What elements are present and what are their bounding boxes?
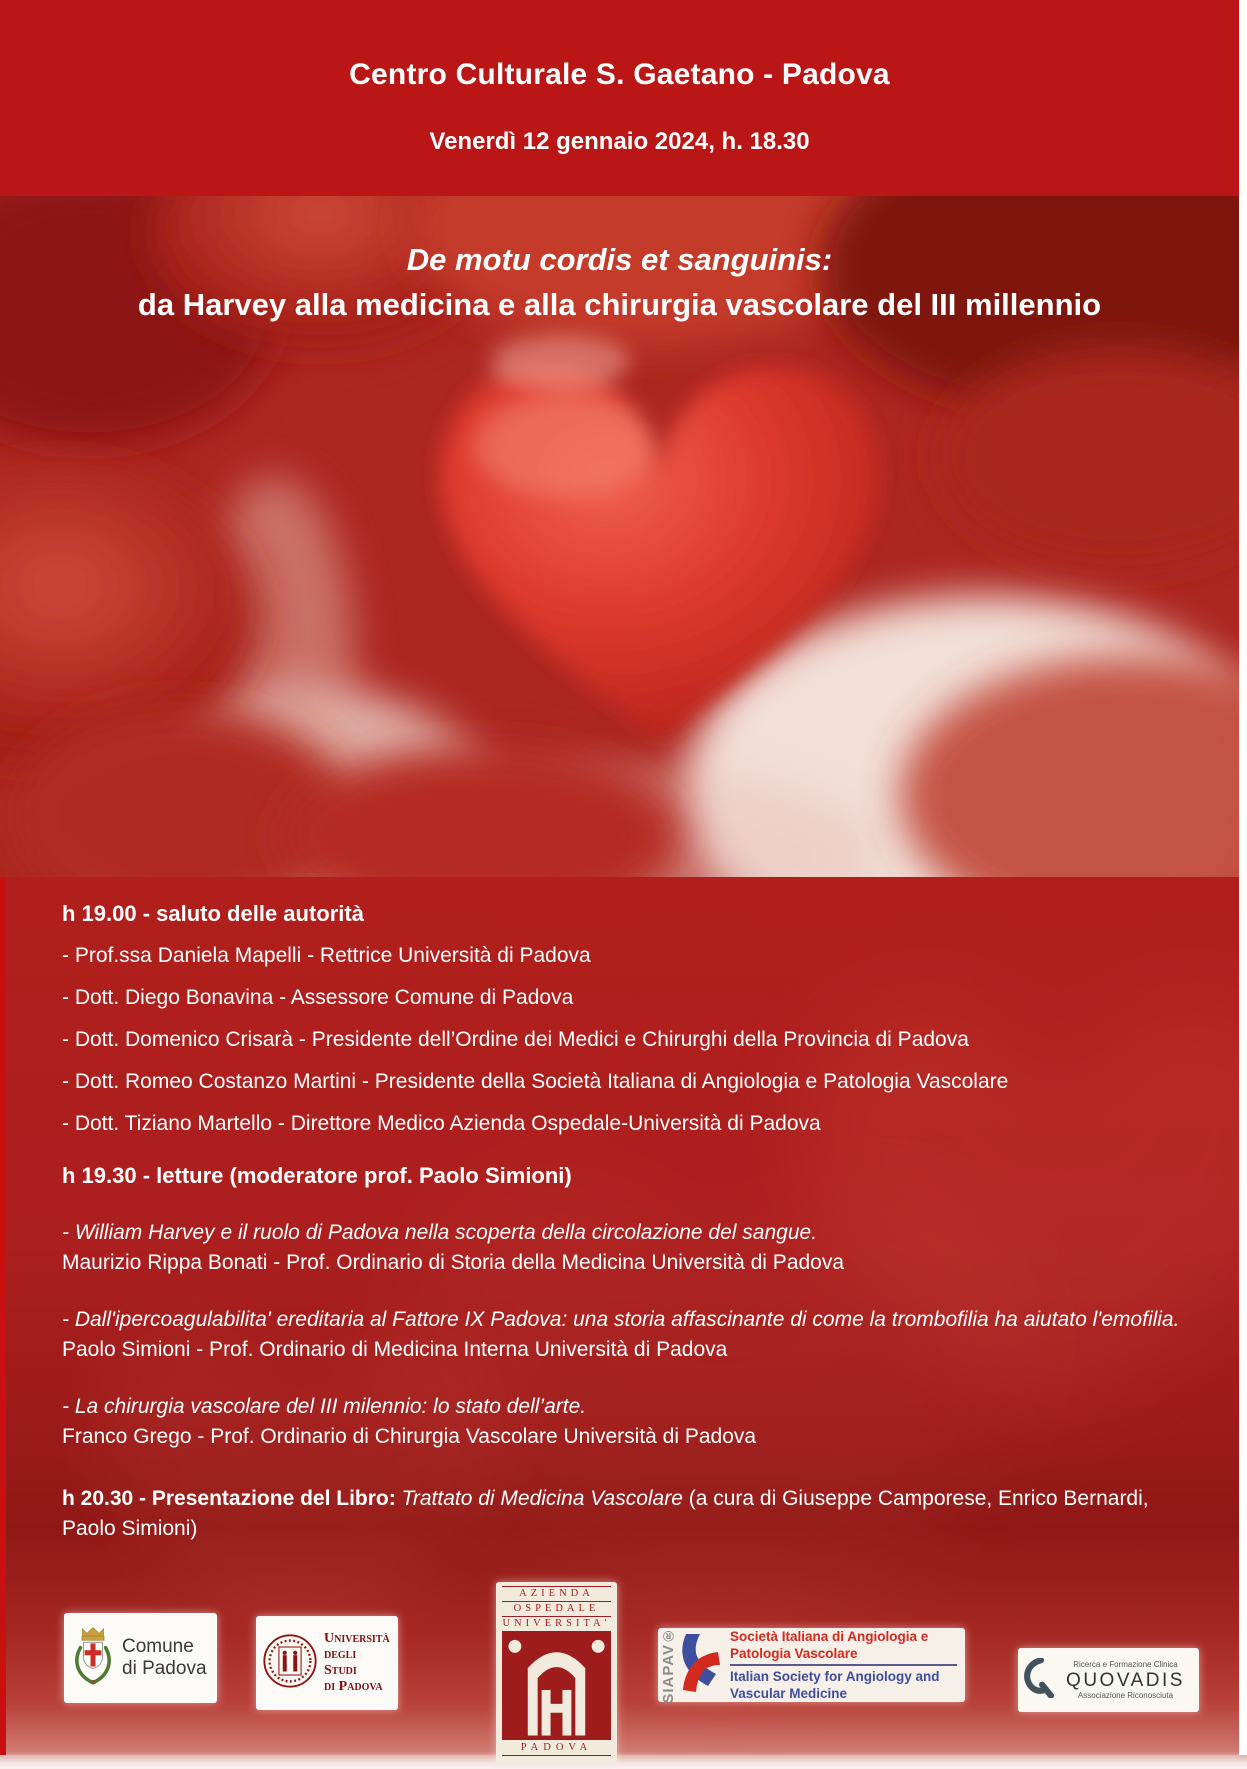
saluto-item: - Prof.ssa Daniela Mapelli - Rettrice Università di Padova (62, 944, 591, 967)
book-title: Trattato di Medicina Vascolare (401, 1487, 683, 1510)
saluto-item: - Dott. Domenico Crisarà - Presidente dell’Ordine dei Medici e Chirurghi della Provincia di Padova (62, 1028, 969, 1051)
poster-title-line1: De motu cordis et sanguinis: (406, 242, 833, 277)
comune-logo-label (122, 1636, 207, 1680)
unipd-label-line3: di Padova (324, 1679, 383, 1694)
right-margin-strip (1239, 0, 1247, 1769)
quovadis-logo-box (1018, 1648, 1199, 1712)
talk-speaker: Maurizio Rippa Bonati - Prof. Ordinario di Storia della Medicina Università di Padova (62, 1251, 845, 1274)
blood-cells-photo (0, 196, 1239, 877)
siapav-labels (730, 1628, 957, 1702)
azienda-arch-icon (502, 1632, 611, 1740)
book-credits: (a cura di Giuseppe Camporese, Enrico Bernardi, Paolo Simioni) (62, 1487, 1149, 1540)
quovadis-label-bottom: Associazione Riconosciuta (1077, 1690, 1174, 1700)
comune-label-line1: Comune (122, 1636, 194, 1657)
unipd-label-line1: Università (324, 1631, 390, 1646)
azienda-logo-top-text: AZIENDA (502, 1586, 611, 1602)
azienda-ospedale-universita-logo-box (496, 1582, 617, 1763)
quovadis-labels (1058, 1660, 1193, 1701)
quovadis-name: QUOVADIS (1066, 1669, 1185, 1691)
left-edge-stripe (0, 877, 6, 1757)
siapav-label-english: Italian Society for Angiology and Vascular Medicine (730, 1669, 940, 1701)
program-text (0, 877, 1239, 1544)
book-presentation-line (62, 1484, 1181, 1544)
talk-title: - La chirurgia vascolare del III milennio: lo stato dell’arte. (62, 1395, 587, 1418)
siapav-logo-box (658, 1628, 965, 1702)
top-banner (0, 0, 1239, 196)
siapav-logo-mark-icon (676, 1632, 722, 1699)
letture-heading: h 19.30 - letture (moderatore prof. Paolo Simioni) (62, 1163, 572, 1188)
saluto-item: - Dott. Tiziano Martello - Direttore Medico Azienda Ospedale-Università di Padova (62, 1112, 821, 1135)
venue-title: Centro Culturale S. Gaetano - Padova (349, 58, 890, 91)
poster-title (0, 238, 1239, 328)
quovadis-label-top: Ricerca e Formazione Clinica (1073, 1659, 1178, 1669)
talk-speaker: Paolo Simioni - Prof. Ordinario di Medicina Interna Università di Padova (62, 1338, 728, 1361)
azienda-logo-bottom-text: PADOVA (502, 1740, 611, 1756)
comune-label-line2: di Padova (122, 1658, 207, 1679)
talk-item (62, 1305, 1181, 1365)
comune-di-padova-logo-box (64, 1613, 217, 1703)
talk-title: - William Harvey e il ruolo di Padova nella scoperta della circolazione del sangue. (62, 1221, 818, 1244)
bottom-margin-strip (0, 1755, 1247, 1769)
talk-item (62, 1392, 1181, 1452)
unipd-logo-label (324, 1631, 392, 1695)
talk-item (62, 1218, 1181, 1278)
quovadis-q-icon (1024, 1658, 1058, 1703)
saluto-heading: h 19.00 - saluto delle autorità (62, 901, 364, 926)
siapav-acronym: SIAPAV® (660, 1626, 677, 1704)
event-datetime: Venerdì 12 gennaio 2024, h. 18.30 (429, 128, 810, 155)
comune-crest-icon (72, 1626, 114, 1691)
siapav-label-italian: Società Italiana di Angiologia e Patologia Vascolare (730, 1628, 957, 1666)
book-presentation-heading: h 20.30 - Presentazione del Libro: (62, 1487, 402, 1510)
unipd-seal-icon (262, 1633, 318, 1694)
saluto-item: - Dott. Romeo Costanzo Martini - Presidente della Società Italiana di Angiologia e Patologia Vascolare (62, 1070, 1009, 1093)
universita-di-padova-logo-box (256, 1616, 398, 1710)
azienda-logo-top-text: OSPEDALE (502, 1602, 611, 1617)
poster-title-line2: da Harvey alla medicina e alla chirurgia vascolare del III millennio (137, 287, 1102, 322)
azienda-logo-top-text: UNIVERSITA' (502, 1617, 611, 1632)
talk-title: - Dall'ipercoagulabilita' ereditaria al Fattore IX Padova: una storia affascinante di come la trombofilia ha aiutato l'emofilia. (62, 1308, 1180, 1331)
saluto-item: - Dott. Diego Bonavina - Assessore Comune di Padova (62, 986, 574, 1009)
talk-speaker: Franco Grego - Prof. Ordinario di Chirurgia Vascolare Università di Padova (62, 1425, 757, 1448)
unipd-label-line2: degli Studi (324, 1647, 357, 1678)
